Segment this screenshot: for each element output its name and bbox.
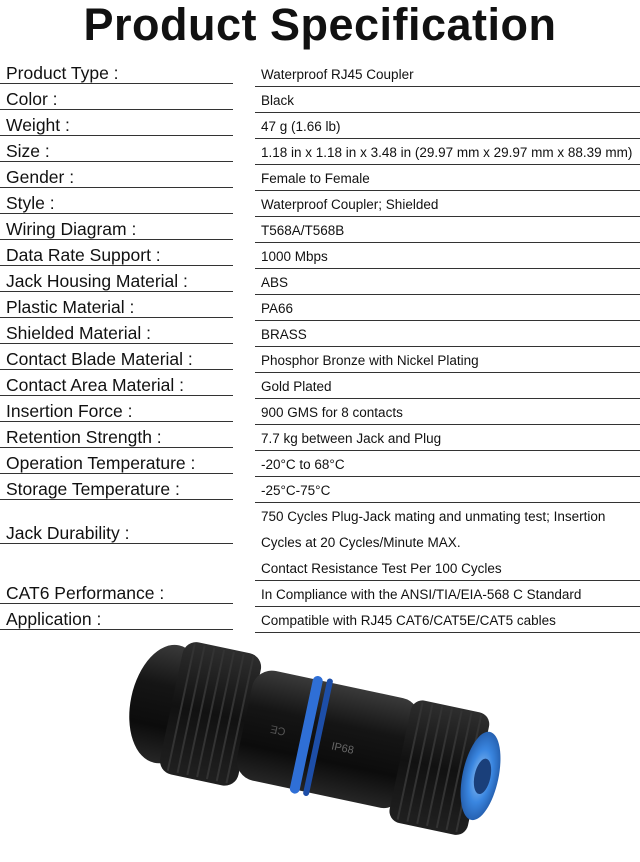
- spec-row: [0, 580, 640, 606]
- spec-label: Contact Area Material :: [0, 374, 233, 396]
- spec-row: [0, 424, 640, 450]
- spec-label: Gender :: [0, 166, 233, 188]
- spec-label: Jack Housing Material :: [0, 270, 233, 292]
- spec-value: -20°C to 68°C: [255, 454, 640, 477]
- spec-value-multiline: [255, 502, 640, 581]
- spec-row: [0, 476, 640, 502]
- spec-value: Phosphor Bronze with Nickel Plating: [255, 350, 640, 373]
- spec-label: Jack Durability :: [0, 522, 233, 544]
- spec-label: Wiring Diagram :: [0, 218, 233, 240]
- spec-label: Insertion Force :: [0, 400, 233, 422]
- spec-row: [0, 372, 640, 398]
- spec-rows-tail: [0, 580, 640, 632]
- ce-marking: CE: [269, 722, 287, 738]
- spec-value: ABS: [255, 272, 640, 295]
- spec-label: Shielded Material :: [0, 322, 233, 344]
- spec-row-jack-durability: [0, 502, 640, 580]
- spec-row: [0, 216, 640, 242]
- spec-row: [0, 268, 640, 294]
- product-image: [120, 642, 520, 857]
- spec-value: 1000 Mbps: [255, 246, 640, 269]
- spec-label: Storage Temperature :: [0, 478, 233, 500]
- spec-value: Female to Female: [255, 168, 640, 191]
- spec-row: [0, 86, 640, 112]
- spec-label: Plastic Material :: [0, 296, 233, 318]
- spec-row: [0, 606, 640, 632]
- spec-row: [0, 112, 640, 138]
- spec-label: Retention Strength :: [0, 426, 233, 448]
- spec-row: [0, 190, 640, 216]
- spec-value: -25°C-75°C: [255, 480, 640, 503]
- spec-value: T568A/T568B: [255, 220, 640, 243]
- spec-row: [0, 398, 640, 424]
- spec-row: [0, 450, 640, 476]
- spec-value: Gold Plated: [255, 376, 640, 399]
- spec-label: Data Rate Support :: [0, 244, 233, 266]
- spec-value: Black: [255, 90, 640, 113]
- spec-label: Product Type :: [0, 62, 233, 84]
- spec-value-line: Cycles at 20 Cycles/Minute MAX.: [261, 535, 461, 550]
- page-title: Product Specification: [83, 0, 557, 50]
- spec-value: 900 GMS for 8 contacts: [255, 402, 640, 425]
- spec-value: Waterproof RJ45 Coupler: [255, 64, 640, 87]
- spec-label: Operation Temperature :: [0, 452, 233, 474]
- spec-value: 1.18 in x 1.18 in x 3.48 in (29.97 mm x 29.97 mm x 88.39 mm): [255, 142, 640, 165]
- spec-value: In Compliance with the ANSI/TIA/EIA-568 C Standard: [255, 584, 640, 607]
- spec-value: BRASS: [255, 324, 640, 347]
- rj45-coupler-illustration: [120, 642, 520, 857]
- spec-value-line: Contact Resistance Test Per 100 Cycles: [255, 558, 640, 581]
- spec-value: Waterproof Coupler; Shielded: [255, 194, 640, 217]
- spec-row: [0, 60, 640, 86]
- spec-label: Application :: [0, 608, 233, 630]
- spec-row: [0, 242, 640, 268]
- spec-rows: [0, 60, 640, 502]
- spec-value-line: 750 Cycles Plug-Jack mating and unmating test; Insertion: [261, 509, 606, 524]
- spec-value: 7.7 kg between Jack and Plug: [255, 428, 640, 451]
- spec-label: Contact Blade Material :: [0, 348, 233, 370]
- spec-row: [0, 164, 640, 190]
- spec-row: [0, 346, 640, 372]
- spec-value: 47 g (1.66 lb): [255, 116, 640, 139]
- ip68-marking: IP68: [330, 740, 355, 757]
- spec-row: [0, 294, 640, 320]
- spec-table: [0, 60, 640, 632]
- spec-row: [0, 138, 640, 164]
- spec-label: Color :: [0, 88, 233, 110]
- spec-label: Style :: [0, 192, 233, 214]
- spec-value: Compatible with RJ45 CAT6/CAT5E/CAT5 cables: [255, 610, 640, 633]
- spec-row: [0, 320, 640, 346]
- spec-label: Weight :: [0, 114, 233, 136]
- spec-value: PA66: [255, 298, 640, 321]
- spec-label: Size :: [0, 140, 233, 162]
- spec-label: CAT6 Performance :: [0, 582, 233, 604]
